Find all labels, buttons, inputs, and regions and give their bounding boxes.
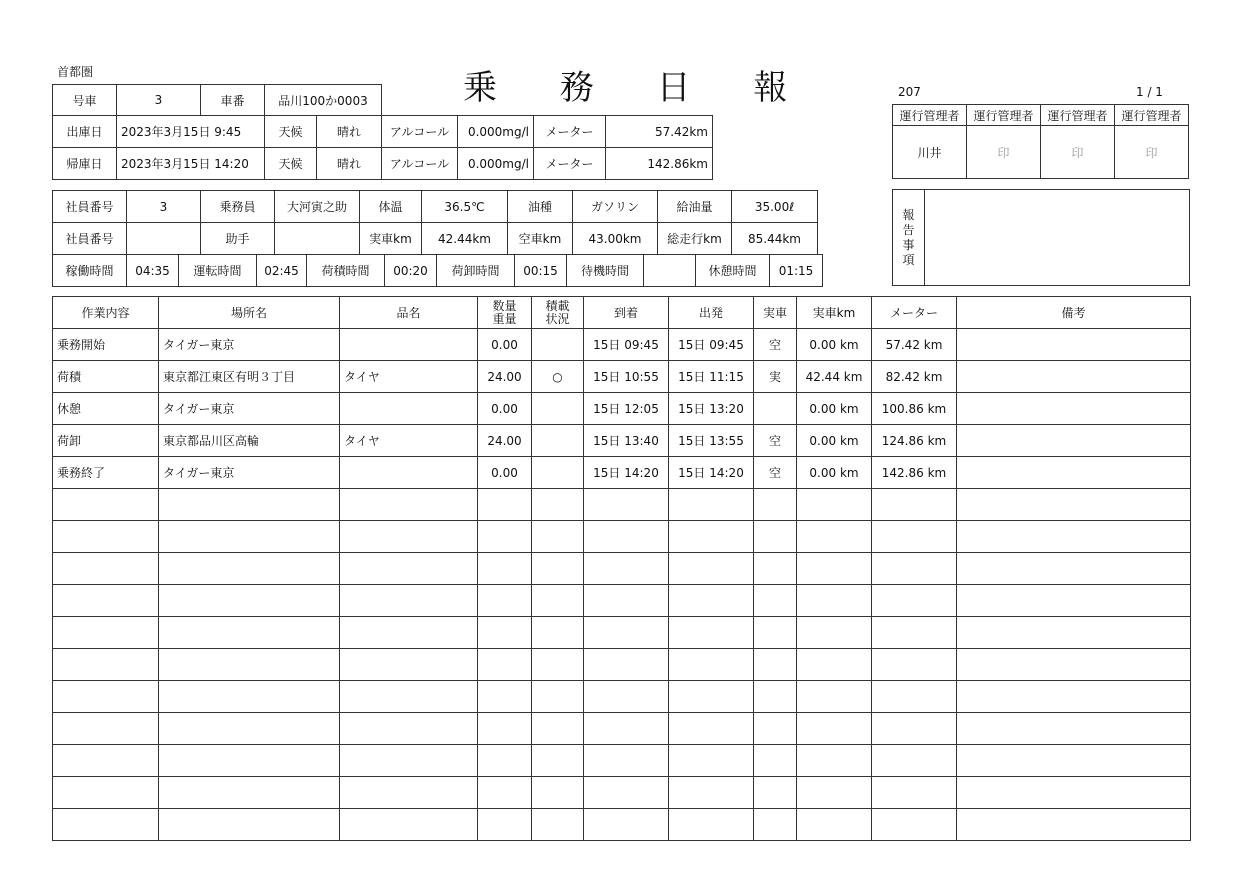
cell-place [159,489,340,521]
cell-depart: 15日 14:20 [669,457,754,489]
cell-load: ○ [532,361,584,393]
cell-note [957,521,1191,553]
meter-label: メーター [534,116,606,148]
cell-arrive [584,489,669,521]
cell-meter: 142.86 km [872,457,957,489]
cell-meter: 100.86 km [872,393,957,425]
departure-row [53,116,713,148]
cell-depart: 15日 09:45 [669,329,754,361]
assistant-value [275,223,360,255]
cell-arrive [584,585,669,617]
departure-label: 出庫日 [53,116,117,148]
cell-work [53,745,159,777]
cell-item: タイヤ [340,361,478,393]
fuel-amount-value: 35.00ℓ [732,191,818,223]
cell-place [159,681,340,713]
cell-meter [872,617,957,649]
cell-qty: 0.00 [478,393,532,425]
cell-real [754,809,797,841]
empty-table-row [53,681,1191,713]
cell-item [340,521,478,553]
empty-table-row [53,745,1191,777]
cell-qty [478,649,532,681]
cell-note [957,777,1191,809]
cell-note [957,745,1191,777]
cell-work: 乗務終了 [53,457,159,489]
cell-note [957,617,1191,649]
cell-realkm: 0.00 km [797,329,872,361]
cell-qty [478,681,532,713]
cell-item [340,649,478,681]
cell-place [159,585,340,617]
cell-load [532,393,584,425]
cell-realkm: 0.00 km [797,393,872,425]
empty-table-row [53,809,1191,841]
header-place: 場所名 [159,297,340,329]
cell-realkm [797,649,872,681]
cell-meter [872,713,957,745]
total-km-label: 総走行km [658,223,732,255]
cell-real [754,521,797,553]
cell-load [532,329,584,361]
meter-label: メーター [534,148,606,180]
work-time-value: 04:35 [127,255,179,287]
cell-item [340,393,478,425]
cell-realkm [797,745,872,777]
cell-note [957,649,1191,681]
cell-load [532,521,584,553]
cell-work [53,649,159,681]
cell-note [957,457,1191,489]
cell-load [532,585,584,617]
oil-type-value: ガソリン [573,191,658,223]
cell-work [53,553,159,585]
return-label: 帰庫日 [53,148,117,180]
employee-number-label: 社員番号 [53,223,127,255]
cell-work: 荷積 [53,361,159,393]
cell-work: 荷卸 [53,425,159,457]
cell-note [957,553,1191,585]
cell-depart [669,489,754,521]
time-table [52,254,823,287]
cell-item [340,809,478,841]
weather-value: 晴れ [317,116,382,148]
empty-table-row [53,777,1191,809]
fuel-amount-label: 給油量 [658,191,732,223]
report-label: 報告事項 [902,207,915,267]
cell-qty [478,713,532,745]
cell-qty [478,553,532,585]
header-quantity: 数量 重量 [478,297,532,329]
wait-time-label: 待機時間 [567,255,644,287]
weather-label: 天候 [265,148,317,180]
load-time-value: 00:20 [385,255,437,287]
cell-meter [872,585,957,617]
manager-stamp: 印 [967,126,1041,179]
cell-qty [478,617,532,649]
cell-load [532,553,584,585]
employee-number-label: 社員番号 [53,191,127,223]
empty-km-value: 43.00km [573,223,658,255]
departure-date: 2023年3月15日 9:45 [117,116,265,148]
cell-real [754,745,797,777]
rest-time-label: 休憩時間 [696,255,770,287]
temperature-label: 体温 [360,191,422,223]
region-label: 首都圏 [57,65,94,79]
cell-item [340,489,478,521]
cell-realkm [797,585,872,617]
cell-place [159,649,340,681]
cell-note [957,681,1191,713]
cell-work: 乗務開始 [53,329,159,361]
cell-depart [669,553,754,585]
wait-time-value [644,255,696,287]
actual-km-value: 42.44km [422,223,508,255]
cell-meter [872,777,957,809]
vehicle-table [52,84,382,116]
cell-meter [872,681,957,713]
empty-table-row [53,585,1191,617]
cell-place [159,713,340,745]
cell-arrive [584,521,669,553]
header-note: 備考 [957,297,1191,329]
cell-real [754,681,797,713]
return-row [53,148,713,180]
cell-depart [669,681,754,713]
managers-table [892,104,1189,179]
cell-work [53,521,159,553]
driver-label: 乗務員 [201,191,275,223]
cell-real [754,777,797,809]
cell-real [754,713,797,745]
cell-place: タイガー東京 [159,329,340,361]
cell-place: タイガー東京 [159,457,340,489]
cell-qty: 0.00 [478,457,532,489]
cell-load [532,713,584,745]
cell-real [754,489,797,521]
cell-arrive: 15日 13:40 [584,425,669,457]
header-work: 作業内容 [53,297,159,329]
table-row [53,329,1191,361]
cell-realkm [797,713,872,745]
manager-header: 運行管理者 [1115,105,1189,126]
cell-arrive [584,553,669,585]
cell-load [532,777,584,809]
cell-meter [872,649,957,681]
cell-item [340,681,478,713]
empty-table-row [53,617,1191,649]
cell-arrive [584,745,669,777]
cell-place [159,521,340,553]
cell-meter [872,521,957,553]
cell-note [957,361,1191,393]
cell-place [159,553,340,585]
cell-item [340,713,478,745]
cell-meter [872,745,957,777]
cell-item [340,329,478,361]
cell-realkm [797,681,872,713]
cell-depart [669,649,754,681]
cell-item: タイヤ [340,425,478,457]
report-box [892,189,1190,286]
drive-time-value: 02:45 [257,255,307,287]
cell-arrive: 15日 14:20 [584,457,669,489]
cell-place [159,745,340,777]
rest-time-value: 01:15 [770,255,823,287]
unload-time-label: 荷卸時間 [437,255,515,287]
empty-table-row [53,553,1191,585]
cell-realkm: 42.44 km [797,361,872,393]
cell-realkm [797,521,872,553]
cell-real [754,585,797,617]
cell-place: タイガー東京 [159,393,340,425]
employee-number-value [127,223,201,255]
cell-note [957,489,1191,521]
cell-load [532,649,584,681]
cell-load [532,425,584,457]
alcohol-label: アルコール [382,116,458,148]
cell-work [53,617,159,649]
table-row [53,361,1191,393]
cell-depart: 15日 11:15 [669,361,754,393]
cell-work [53,585,159,617]
document-number: 207 [898,85,921,99]
assistant-label: 助手 [201,223,275,255]
cell-note [957,393,1191,425]
cell-realkm [797,777,872,809]
cell-realkm [797,489,872,521]
cell-item [340,617,478,649]
meter-value: 57.42km [606,116,713,148]
cell-real: 実 [754,361,797,393]
cell-meter [872,809,957,841]
manager-header: 運行管理者 [1041,105,1115,126]
cell-depart [669,521,754,553]
cell-meter [872,553,957,585]
cell-place: 東京都江東区有明３丁目 [159,361,340,393]
alcohol-label: アルコール [382,148,458,180]
table-header-row [53,297,1191,329]
cell-depart [669,777,754,809]
cell-work [53,713,159,745]
cell-work [53,777,159,809]
cell-qty [478,809,532,841]
return-date: 2023年3月15日 14:20 [117,148,265,180]
cell-work [53,681,159,713]
cell-note [957,425,1191,457]
oil-type-label: 油種 [508,191,573,223]
cell-item [340,585,478,617]
cell-qty [478,777,532,809]
empty-table-row [53,521,1191,553]
manager-header: 運行管理者 [967,105,1041,126]
driver-name: 大河寅之助 [275,191,360,223]
cell-place [159,777,340,809]
cell-realkm [797,617,872,649]
cell-load [532,457,584,489]
cell-realkm: 0.00 km [797,457,872,489]
cell-meter: 82.42 km [872,361,957,393]
header-depart: 出発 [669,297,754,329]
alcohol-value: 0.000mg/l [458,148,534,180]
cell-arrive [584,809,669,841]
table-row [53,425,1191,457]
departure-return-table [52,115,713,180]
plate-label: 車番 [201,85,265,116]
cell-arrive: 15日 12:05 [584,393,669,425]
cell-work [53,809,159,841]
cell-meter: 124.86 km [872,425,957,457]
work-log-table [52,296,1191,841]
cell-depart: 15日 13:20 [669,393,754,425]
cell-place [159,809,340,841]
cell-arrive: 15日 10:55 [584,361,669,393]
manager-stamp: 印 [1115,126,1189,179]
cell-real: 空 [754,329,797,361]
cell-real [754,617,797,649]
table-row [53,457,1191,489]
cell-depart [669,617,754,649]
header-arrive: 到着 [584,297,669,329]
cell-real: 空 [754,425,797,457]
cell-load [532,681,584,713]
cell-work: 休憩 [53,393,159,425]
cell-note [957,585,1191,617]
cell-item [340,553,478,585]
header-real-km: 実車km [797,297,872,329]
cell-meter [872,489,957,521]
cell-realkm: 0.00 km [797,425,872,457]
cell-note [957,329,1191,361]
vehicle-number-value: 3 [117,85,201,116]
cell-realkm [797,553,872,585]
cell-arrive: 15日 09:45 [584,329,669,361]
cell-qty [478,585,532,617]
cell-note [957,809,1191,841]
cell-depart [669,745,754,777]
empty-km-label: 空車km [508,223,573,255]
cell-load [532,617,584,649]
alcohol-value: 0.000mg/l [458,116,534,148]
empty-table-row [53,489,1191,521]
meter-value: 142.86km [606,148,713,180]
header-meter: メーター [872,297,957,329]
cell-qty: 24.00 [478,361,532,393]
manager-name: 川井 [893,126,967,179]
total-km-value: 85.44km [732,223,818,255]
cell-qty [478,521,532,553]
cell-load [532,489,584,521]
vehicle-number-label: 号車 [53,85,117,116]
empty-table-row [53,649,1191,681]
drive-time-label: 運転時間 [179,255,257,287]
cell-place [159,617,340,649]
manager-header: 運行管理者 [893,105,967,126]
work-time-label: 稼働時間 [53,255,127,287]
cell-real [754,393,797,425]
plate-value: 品川100か0003 [265,85,382,116]
cell-depart [669,713,754,745]
cell-item [340,457,478,489]
empty-table-row [53,713,1191,745]
actual-km-label: 実車km [360,223,422,255]
cell-depart [669,809,754,841]
cell-work [53,489,159,521]
header-item: 品名 [340,297,478,329]
cell-real [754,649,797,681]
cell-note [957,713,1191,745]
cell-depart: 15日 13:55 [669,425,754,457]
cell-item [340,745,478,777]
page-title: 乗 務 日 報 [463,68,814,108]
load-time-label: 荷積時間 [307,255,385,287]
cell-item [340,777,478,809]
cell-meter: 57.42 km [872,329,957,361]
table-row [53,393,1191,425]
cell-real [754,553,797,585]
header-load-status: 積載 状況 [532,297,584,329]
cell-depart [669,585,754,617]
page-number: 1 / 1 [1136,85,1163,99]
cell-qty: 24.00 [478,425,532,457]
manager-stamp: 印 [1041,126,1115,179]
crew-table [52,190,818,255]
unload-time-value: 00:15 [515,255,567,287]
cell-arrive [584,777,669,809]
cell-qty [478,489,532,521]
weather-label: 天候 [265,116,317,148]
cell-realkm [797,809,872,841]
cell-arrive [584,617,669,649]
header-real: 実車 [754,297,797,329]
cell-load [532,745,584,777]
cell-qty [478,745,532,777]
temperature-value: 36.5℃ [422,191,508,223]
cell-arrive [584,713,669,745]
employee-number-value: 3 [127,191,201,223]
cell-place: 東京都品川区高輪 [159,425,340,457]
cell-arrive [584,649,669,681]
cell-arrive [584,681,669,713]
weather-value: 晴れ [317,148,382,180]
cell-real: 空 [754,457,797,489]
cell-load [532,809,584,841]
cell-qty: 0.00 [478,329,532,361]
